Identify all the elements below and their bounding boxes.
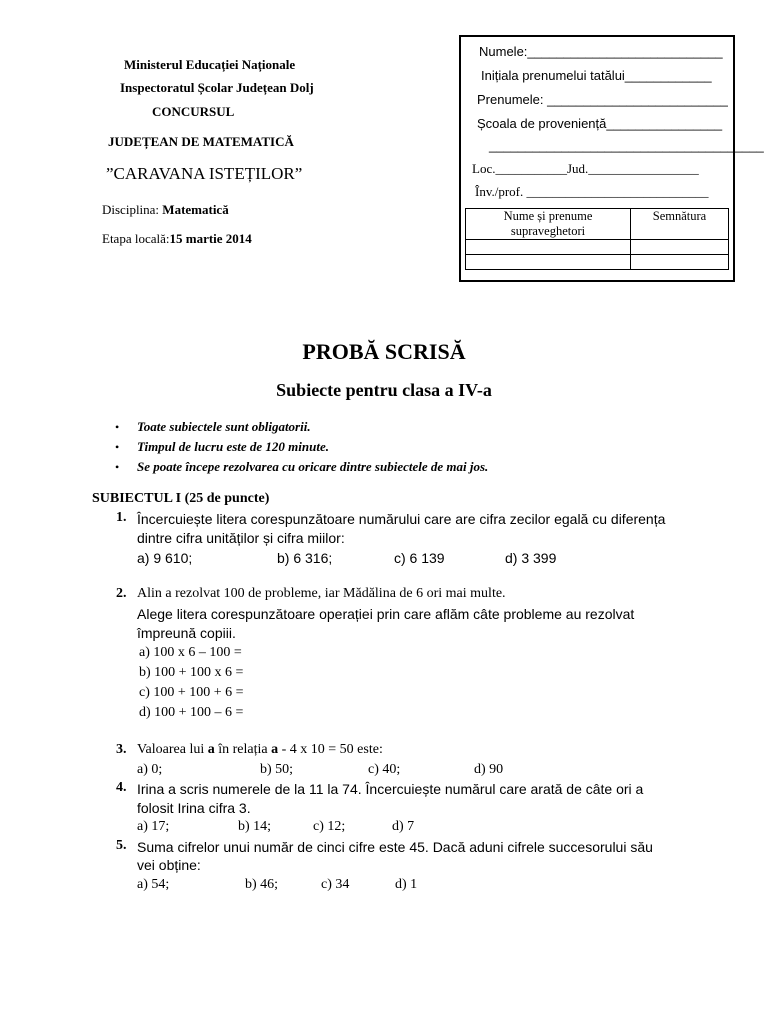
name-field[interactable]: Numele:___________________________ <box>479 44 723 59</box>
supervisors-header: Nume și prenume supraveghetori <box>466 209 631 240</box>
answer-option[interactable]: a) 17; <box>137 819 170 834</box>
answer-option[interactable]: c) 34 <box>321 877 350 892</box>
supervisor-cell[interactable] <box>466 255 631 270</box>
question-text: Irina a scris numerele de la 11 la 74. Încercuiește numărul care arată de câte ori a <box>137 781 644 797</box>
question-number: 2. <box>116 586 127 601</box>
signature-header: Semnătura <box>631 209 729 240</box>
rule-item: Timpul de lucru este de 120 minute. <box>137 439 329 454</box>
answer-option[interactable]: d) 100 + 100 – 6 = <box>139 705 244 720</box>
question-number: 3. <box>116 742 127 757</box>
signature-cell[interactable] <box>631 240 729 255</box>
stage-value: 15 martie 2014 <box>169 231 252 246</box>
locality-field[interactable]: Loc.___________Jud._________________ <box>472 161 699 176</box>
question-number: 4. <box>116 780 127 795</box>
ministry-text: Ministerul Educației Naționale <box>124 57 296 72</box>
question-text: dintre cifra unităților și cifra miilor: <box>137 530 345 546</box>
discipline-line <box>102 202 229 218</box>
answer-option[interactable]: a) 9 610; <box>137 550 193 566</box>
rule-item: Se poate începe rezolvarea cu oricare dintre subiectele de mai jos. <box>137 459 489 474</box>
question-number: 5. <box>116 838 127 853</box>
father-initial-field[interactable]: Inițiala prenumelui tatălui____________ <box>481 68 712 83</box>
question-text: Alege litera corespunzătoare operației prin care aflăm câte probleme au rezolvat <box>137 606 635 622</box>
stage-label: Etapa locală: <box>102 231 170 246</box>
answer-option[interactable]: d) 1 <box>395 877 418 892</box>
signature-cell[interactable] <box>631 255 729 270</box>
answer-option[interactable]: a) 54; <box>137 877 170 892</box>
answer-option[interactable]: d) 3 399 <box>505 550 557 566</box>
answer-option[interactable]: a) 100 x 6 – 100 = <box>139 645 242 660</box>
contest-text: CONCURSUL <box>152 104 235 119</box>
page-title: PROBĂ SCRISĂ <box>302 339 466 364</box>
teacher-field[interactable]: Înv./prof. ____________________________ <box>475 184 709 199</box>
discipline-value: Matematică <box>162 202 229 217</box>
school-field-line2[interactable]: ______________________________________ <box>489 138 764 153</box>
page-subtitle: Subiecte pentru clasa a IV-a <box>276 380 492 400</box>
question-text: Alin a rezolvat 100 de probleme, iar Mădălina de 6 ori mai multe. <box>137 586 506 601</box>
question-text: Încercuiește litera corespunzătoare numărului care are cifra zecilor egală cu diferența <box>137 511 666 527</box>
answer-option[interactable]: b) 6 316; <box>277 550 333 566</box>
answer-option[interactable]: b) 14; <box>238 819 272 834</box>
contest-name: ”CARAVANA ISTEȚILOR” <box>106 164 303 183</box>
answer-option[interactable]: c) 12; <box>313 819 346 834</box>
first-name-field[interactable]: Prenumele: _________________________ <box>477 92 728 107</box>
school-field[interactable]: Școala de proveniență________________ <box>477 116 723 131</box>
answer-option[interactable]: b) 100 + 100 x 6 = <box>139 665 244 680</box>
question-text: folosit Irina cifra 3. <box>137 800 251 816</box>
stage-line <box>102 231 252 247</box>
answer-option[interactable]: c) 40; <box>368 762 401 777</box>
question-number: 1. <box>116 510 127 525</box>
bullet-icon: • <box>115 420 120 434</box>
section-heading: SUBIECTUL I (25 de puncte) <box>92 491 270 506</box>
answer-option[interactable]: d) 7 <box>392 819 415 834</box>
bullet-icon: • <box>115 440 120 454</box>
question-text: Valoarea lui a în relația a - 4 x 10 = 50 este: <box>137 742 383 757</box>
answer-option[interactable]: d) 90 <box>474 762 504 777</box>
bullet-icon: • <box>115 460 120 474</box>
question-text: vei obține: <box>137 857 201 873</box>
contest-level-text: JUDEȚEAN DE MATEMATICĂ <box>108 134 294 149</box>
question-text: împreună copiii. <box>137 625 236 641</box>
answer-option[interactable]: b) 50; <box>260 762 294 777</box>
answer-option[interactable]: a) 0; <box>137 762 163 777</box>
supervisors-table <box>465 208 729 270</box>
inspectorate-text: Inspectoratul Școlar Județean Dolj <box>120 80 314 95</box>
answer-option[interactable]: c) 100 + 100 + 6 = <box>139 685 244 700</box>
supervisor-cell[interactable] <box>466 240 631 255</box>
rule-item: Toate subiectele sunt obligatorii. <box>137 419 311 434</box>
question-text: Suma cifrelor unui număr de cinci cifre este 45. Dacă aduni cifrele succesorului său <box>137 839 653 855</box>
answer-option[interactable]: b) 46; <box>245 877 279 892</box>
answer-option[interactable]: c) 6 139 <box>394 550 445 566</box>
student-identity-box <box>459 35 764 282</box>
discipline-label: Disciplina: <box>102 202 163 217</box>
